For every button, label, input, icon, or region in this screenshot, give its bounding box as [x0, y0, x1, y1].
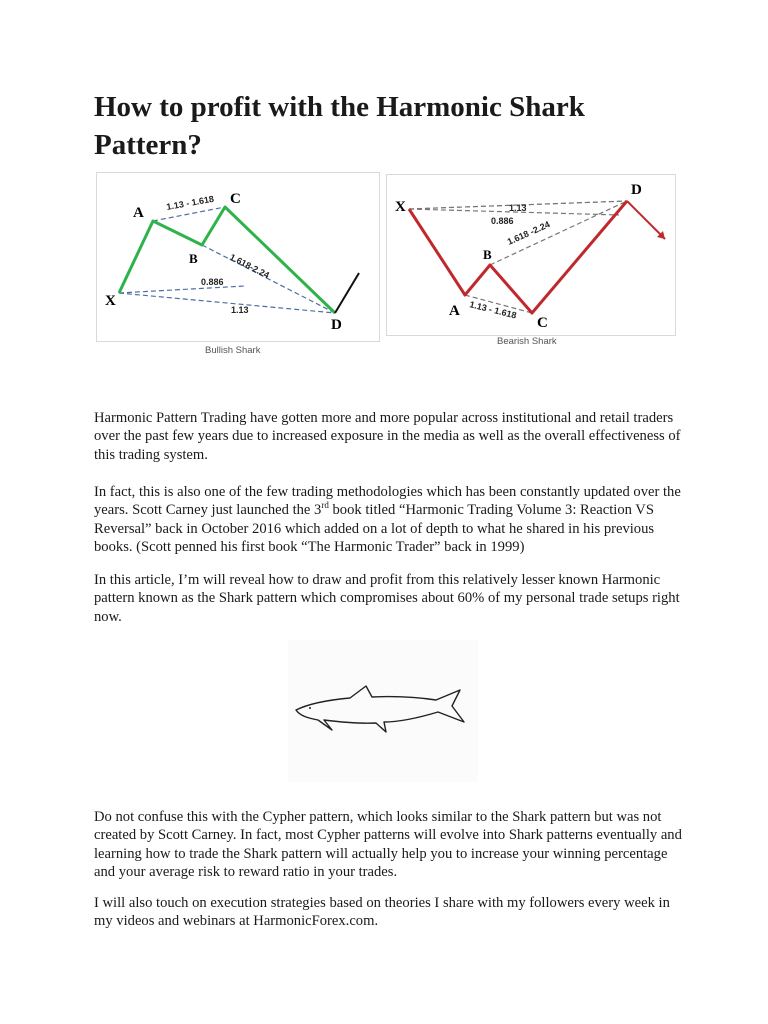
bullish-shark-diagram: [97, 173, 379, 341]
paragraph-article-intro: In this article, I’m will reveal how to draw and profit from this relatively lesser known Harmonic pattern known as the Shark pattern which compromises about 60% of my personal trade setups right now.: [94, 572, 680, 625]
paragraph-cypher: Do not confuse this with the Cypher pattern, which looks similar to the Shark pattern but was not created by Scott Carney. In fact, most Cypher patterns will evolve into Shark patterns eventually and learning how to trade the Shark pattern will actually help you to increase your winning percentage and your average risk to reward ratio in your trades.: [94, 809, 682, 880]
paragraph-history-part-a: In fact, this is also one of the few trading methodologies which has been constantly updated over the years. Scott Carney just launched the 3: [94, 484, 681, 519]
bear-label-d: D: [631, 182, 642, 198]
bull-ratio-ac: 1.13 - 1.618: [165, 193, 215, 212]
bear-label-b: B: [483, 247, 492, 262]
bullish-shark-caption: Bullish Shark: [205, 345, 261, 356]
bear-reversal-line: [627, 201, 665, 239]
paragraph-execution: I will also touch on execution strategies based on theories I share with my followers every week in my videos and webinars at HarmonicForex.com.: [94, 895, 670, 930]
ordinal-superscript: rd: [321, 500, 329, 511]
bearish-shark-figure: [386, 174, 676, 336]
bull-ratio-xd-inner: 0.886: [201, 277, 224, 287]
bull-ratio-bd: 1.618-2.24: [228, 251, 271, 281]
bear-ratio-bd: 1.618 -2.24: [505, 219, 552, 247]
bull-label-d: D: [331, 317, 342, 333]
bull-label-a: A: [133, 205, 144, 221]
bear-label-c: C: [537, 315, 548, 331]
bull-reversal-line: [335, 273, 359, 313]
page-title: How to profit with the Harmonic Shark Pattern?: [94, 91, 585, 161]
bear-pattern-line: [409, 201, 627, 313]
shark-icon: [288, 640, 478, 782]
bullish-shark-figure: [96, 172, 380, 342]
bull-label-b: B: [189, 251, 198, 266]
bull-label-x: X: [105, 293, 116, 309]
shark-illustration: [288, 640, 478, 782]
bull-ac-dashed-line: [153, 207, 225, 221]
bear-ratio-xd-inner: 0.886: [491, 216, 514, 226]
bull-ratio-xd-outer: 1.13: [231, 305, 249, 315]
bull-label-c: C: [230, 191, 241, 207]
bearish-shark-caption: Bearish Shark: [497, 336, 557, 347]
bull-xd-inner-dashed-line: [119, 286, 245, 293]
bear-label-x: X: [395, 199, 406, 215]
paragraph-history: [94, 483, 684, 556]
paragraph-history-part-b: book titled “Harmonic Trading Volume 3: Reaction VS Reversal” back in October 2016 which added on a lot of depth to what he shared in his previous books. (Scott penned his first book “The Harmonic Trader” back in 1999): [94, 502, 655, 555]
bear-ratio-xd-top: 1.13: [509, 203, 527, 213]
bear-label-a: A: [449, 303, 460, 319]
bear-ratio-ac: 1.13 - 1.618: [468, 299, 518, 321]
paragraph-intro: Harmonic Pattern Trading have gotten more and more popular across institutional and retail traders over the past few years due to increased exposure in the media as well as the overall effectiveness of this trading system.: [94, 410, 681, 463]
bearish-shark-diagram: [387, 175, 675, 335]
